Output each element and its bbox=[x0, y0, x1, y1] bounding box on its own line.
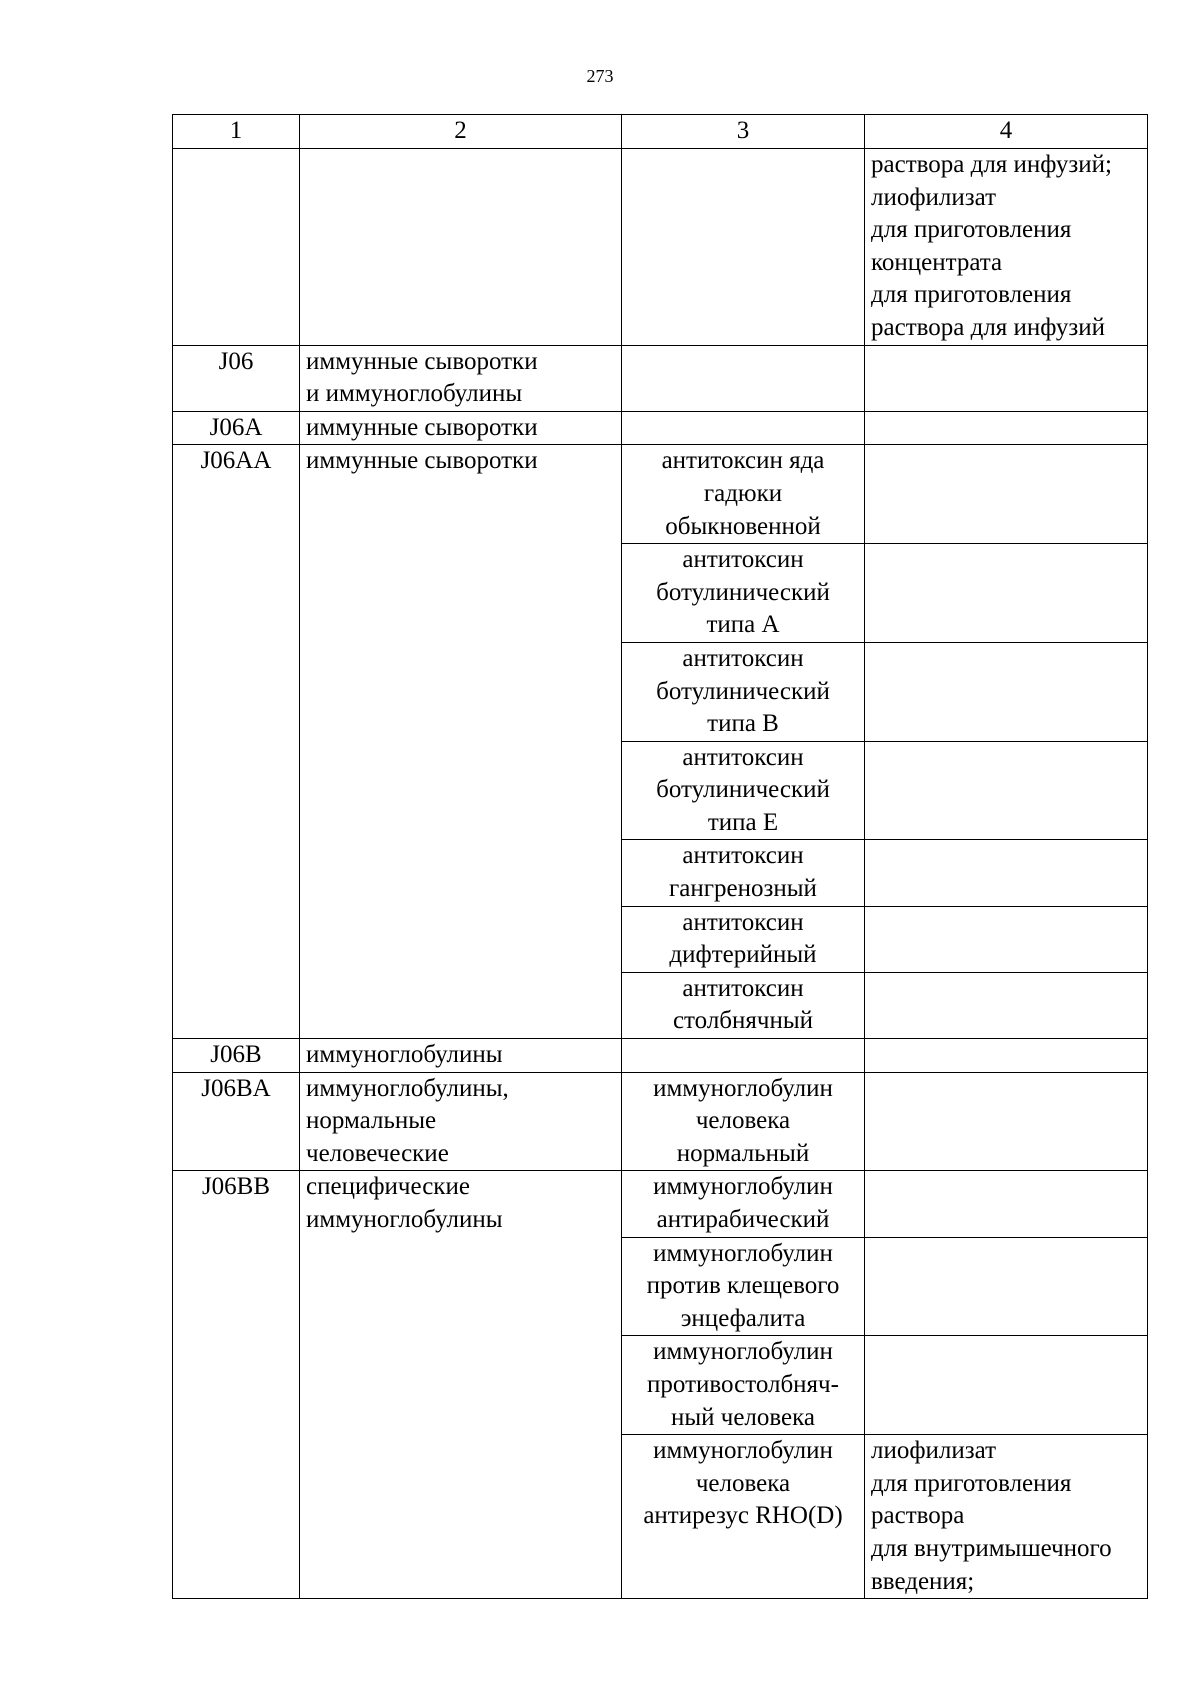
dosage-form-cell bbox=[865, 906, 1148, 972]
page-number: 273 bbox=[586, 66, 614, 86]
drug-name-cell: иммуноглобулин человека нормальный bbox=[622, 1072, 865, 1171]
atc-code-cell: J06A bbox=[173, 411, 300, 445]
dosage-form-cell bbox=[865, 972, 1148, 1038]
drug-name-cell: антитоксин дифтерийный bbox=[622, 906, 865, 972]
dosage-form-cell bbox=[865, 544, 1148, 643]
dosage-form-cell bbox=[865, 1171, 1148, 1237]
atc-name-cell: иммуноглобулины bbox=[300, 1039, 622, 1073]
atc-code-cell: J06B bbox=[173, 1039, 300, 1073]
table-row bbox=[173, 345, 1148, 411]
atc-name-cell bbox=[300, 149, 622, 346]
dosage-form-cell bbox=[865, 1039, 1148, 1073]
drug-name-cell: антитоксин ботулинический типа B bbox=[622, 642, 865, 741]
dosage-form-cell bbox=[865, 1072, 1148, 1171]
dosage-form-cell: лиофилизат для приготовления раствора для внутримышечного введения; bbox=[865, 1435, 1148, 1599]
atc-name-cell: иммунные сыворотки bbox=[300, 411, 622, 445]
dosage-form-cell bbox=[865, 840, 1148, 906]
dosage-form-cell bbox=[865, 642, 1148, 741]
dosage-form-cell bbox=[865, 345, 1148, 411]
drug-name-cell bbox=[622, 149, 865, 346]
atc-name-cell: иммунные сыворотки и иммуноглобулины bbox=[300, 345, 622, 411]
header-col-4: 4 bbox=[865, 115, 1148, 149]
drug-name-cell: антитоксин гангренозный bbox=[622, 840, 865, 906]
atc-code-cell: J06AA bbox=[173, 445, 300, 1039]
header-row bbox=[173, 115, 1148, 149]
drug-name-cell bbox=[622, 345, 865, 411]
drug-name-cell: антитоксин ботулинический типа E bbox=[622, 741, 865, 840]
dosage-form-cell: раствора для инфузий; лиофилизат для приготовления концентрата для приготовления раствора для инфузий bbox=[865, 149, 1148, 346]
dosage-form-cell bbox=[865, 445, 1148, 544]
drug-name-cell: иммуноглобулин против клещевого энцефалита bbox=[622, 1237, 865, 1336]
table-row bbox=[173, 1039, 1148, 1073]
header-col-3: 3 bbox=[622, 115, 865, 149]
drug-name-cell: иммуноглобулин антирабический bbox=[622, 1171, 865, 1237]
atc-name-cell: иммуноглобулины, нормальные человеческие bbox=[300, 1072, 622, 1171]
drug-name-cell: антитоксин ботулинический типа A bbox=[622, 544, 865, 643]
drug-name-cell: иммуноглобулин противостолбняч- ный человека bbox=[622, 1336, 865, 1435]
drug-list-table bbox=[172, 114, 1148, 1599]
table-row bbox=[173, 1072, 1148, 1171]
drug-name-cell: антитоксин столбнячный bbox=[622, 972, 865, 1038]
drug-name-cell: антитоксин яда гадюки обыкновенной bbox=[622, 445, 865, 544]
drug-name-cell: иммуноглобулин человека антирезус RHO(D) bbox=[622, 1435, 865, 1599]
drug-name-cell bbox=[622, 411, 865, 445]
dosage-form-cell bbox=[865, 1237, 1148, 1336]
drug-name-cell bbox=[622, 1039, 865, 1073]
atc-code-cell: J06 bbox=[173, 345, 300, 411]
atc-code-cell bbox=[173, 149, 300, 346]
header-col-2: 2 bbox=[300, 115, 622, 149]
dosage-form-cell bbox=[865, 741, 1148, 840]
atc-name-cell: иммунные сыворотки bbox=[300, 445, 622, 1039]
table-row bbox=[173, 445, 1148, 544]
atc-name-cell: специфические иммуноглобулины bbox=[300, 1171, 622, 1599]
atc-code-cell: J06BB bbox=[173, 1171, 300, 1599]
atc-code-cell: J06BA bbox=[173, 1072, 300, 1171]
dosage-form-cell bbox=[865, 411, 1148, 445]
table-row bbox=[173, 411, 1148, 445]
header-col-1: 1 bbox=[173, 115, 300, 149]
table-row bbox=[173, 149, 1148, 346]
dosage-form-cell bbox=[865, 1336, 1148, 1435]
table-row bbox=[173, 1171, 1148, 1237]
